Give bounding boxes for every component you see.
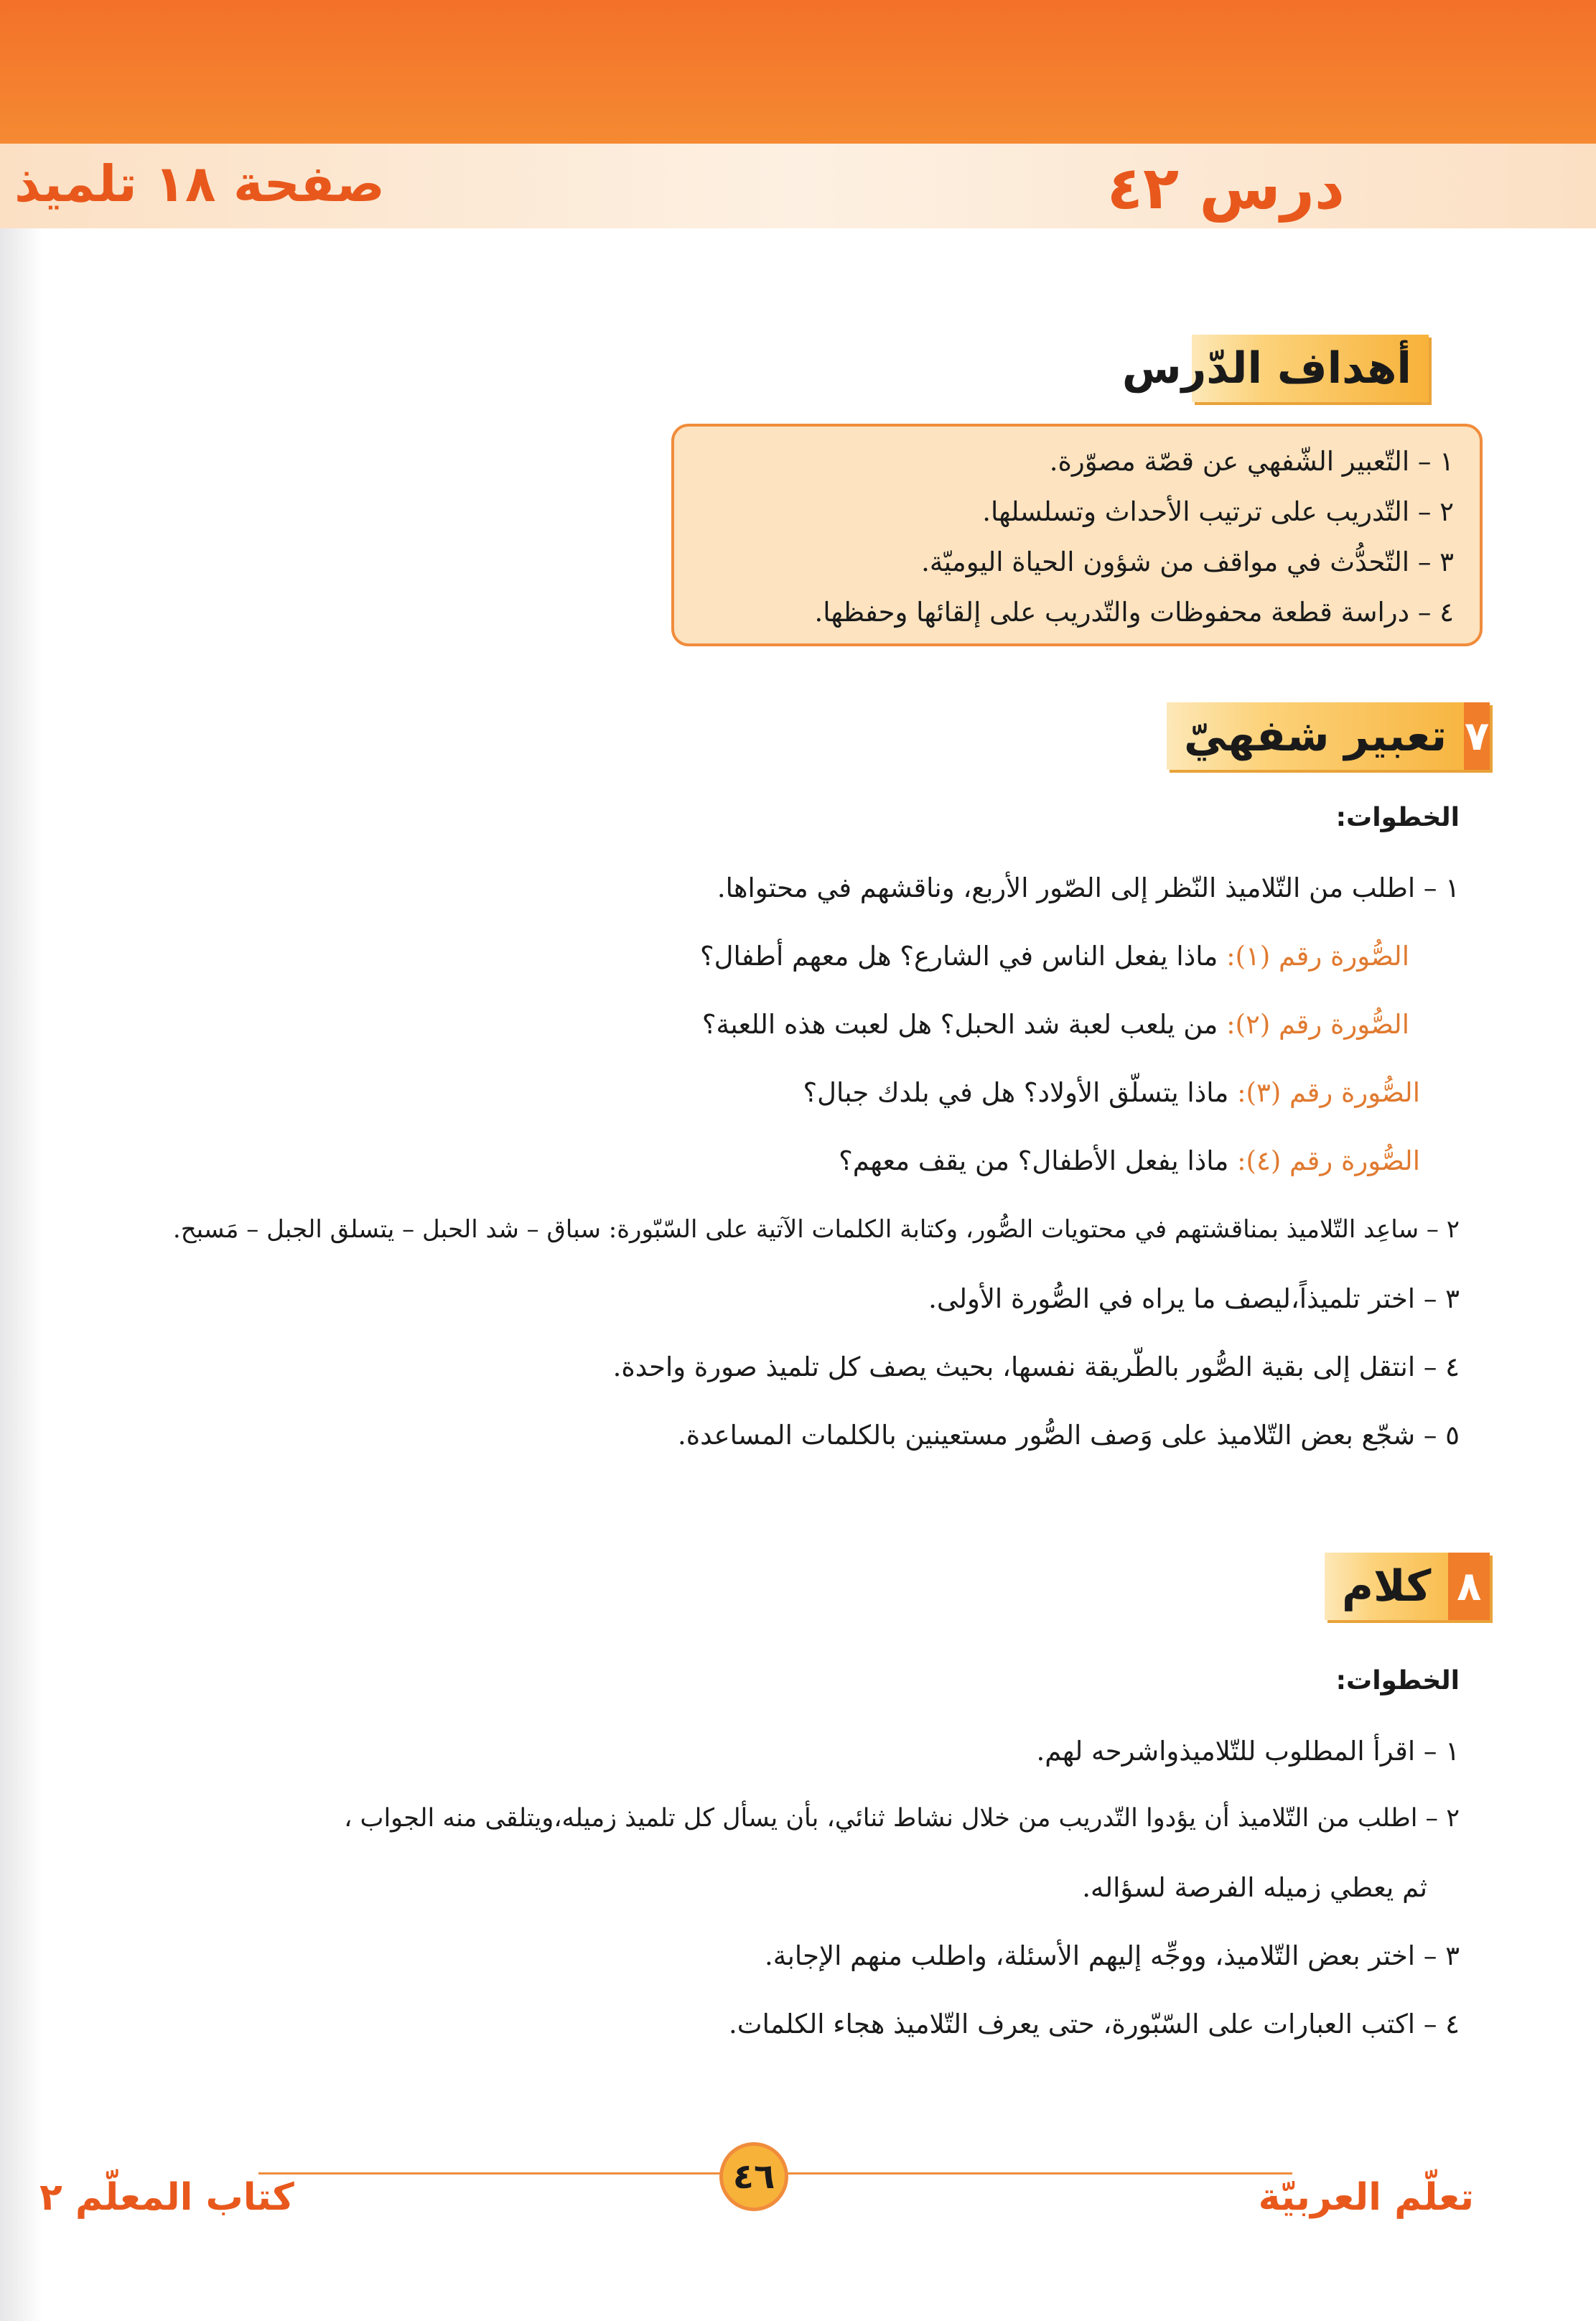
- goal-item-3: ٣ – التّحدُّث في مواقف من شؤون الحياة اليوميّة.: [921, 546, 1454, 577]
- section8-heading-box: [1325, 1553, 1490, 1620]
- picture-label-1: الصُّورة رقم (١):: [1226, 941, 1409, 972]
- student-page-ref: صفحة ١٨ تلميذ: [14, 154, 385, 213]
- section7-step4: ٤ – انتقل إلى بقية الصُّور بالطّريقة نفسها، بحيث يصف كل تلميذ صورة واحدة.: [612, 1352, 1460, 1382]
- section7-step1: ١ – اطلب من التّلاميذ النّظر إلى الصّور الأربع، وناقشهم في محتواها.: [717, 873, 1460, 903]
- picture-label-4: الصُّورة رقم (٤):: [1237, 1145, 1420, 1176]
- section7-title: تعبير شفهيّ: [1184, 711, 1447, 761]
- goal-item-2: ٢ – التّدريب على ترتيب الأحداث وتسلسلها.: [982, 496, 1454, 527]
- picture-line-3: [803, 1077, 1420, 1108]
- picture-question-2: من يلعب لعبة شد الحبل؟ هل لعبت هذه اللعبة؟: [701, 1009, 1218, 1040]
- goal-item-4: ٤ – دراسة قطعة محفوظات والتّدريب على إلقائها وحفظها.: [814, 597, 1454, 628]
- section8-title: كلام: [1342, 1561, 1432, 1611]
- picture-line-4: [839, 1145, 1420, 1176]
- picture-question-1: ماذا يفعل الناس في الشارع؟ هل معهم أطفال؟: [700, 941, 1218, 972]
- picture-line-1: [700, 941, 1409, 972]
- section7-steps-label: الخطوات:: [1335, 803, 1460, 832]
- picture-label-3: الصُّورة رقم (٣):: [1237, 1077, 1420, 1108]
- section8-step3: ٣ – اختر بعض التّلاميذ، ووجِّه إليهم الأسئلة، واطلب منهم الإجابة.: [764, 1940, 1460, 1971]
- lesson-title: درس ٤٢: [1106, 154, 1345, 223]
- goals-heading: أهداف الدّرس: [1121, 343, 1411, 394]
- top-color-band: [0, 0, 1596, 144]
- picture-question-3: ماذا يتسلّق الأولاد؟ هل في بلدك جبال؟: [803, 1077, 1229, 1108]
- page-number: ٤٦: [719, 2142, 788, 2211]
- picture-label-2: الصُّورة رقم (٢):: [1226, 1009, 1409, 1040]
- section8-step4: ٤ – اكتب العبارات على السّبّورة، حتى يعرف التّلاميذ هجاء الكلمات.: [729, 2009, 1460, 2039]
- section8-steps-label: الخطوات:: [1335, 1666, 1460, 1696]
- picture-question-4: ماذا يفعل الأطفال؟ من يقف معهم؟: [839, 1145, 1229, 1176]
- section7-step2: ٢ – ساعِد التّلاميذ بمناقشتهم في محتويات الصُّور، وكتابة الكلمات الآتية على السّبّورة: سباق – شد الحبل – يتسلق الجبل – مَسبح.: [172, 1215, 1460, 1244]
- section7-step3: ٣ – اختر تلميذاً،ليصف ما يراه في الصُّورة الأولى.: [928, 1283, 1460, 1314]
- section7-step5: ٥ – شجّع بعض التّلاميذ على وَصف الصُّور مستعينين بالكلمات المساعدة.: [677, 1420, 1460, 1451]
- goals-box: [671, 424, 1483, 646]
- section8-step1: ١ – اقرأ المطلوب للتّلاميذواشرحه لهم.: [1036, 1736, 1460, 1767]
- footer-book-title-left: كتاب المعلّم ٢: [39, 2176, 294, 2219]
- section8-step2a: ٢ – اطلب من التّلاميذ أن يؤدوا التّدريب من خلال نشاط ثنائي، بأن يسأل كل تلميذ زميله،ويتلقى منه الجواب ،: [344, 1804, 1460, 1833]
- goal-item-1: ١ – التّعبير الشّفهي عن قصّة مصوّرة.: [1049, 446, 1454, 477]
- picture-line-2: [702, 1009, 1409, 1040]
- section7-number: ٧: [1464, 702, 1490, 770]
- section7-heading-box: [1167, 702, 1490, 770]
- section8-step2b: ثم يعطي زميله الفرصة لسؤاله.: [1082, 1872, 1427, 1903]
- footer-book-title-right: تعلّم العربيّة: [1258, 2176, 1474, 2219]
- section8-number: ٨: [1448, 1553, 1490, 1620]
- binding-shadow: [0, 228, 43, 2321]
- goals-heading-box: [1121, 335, 1429, 402]
